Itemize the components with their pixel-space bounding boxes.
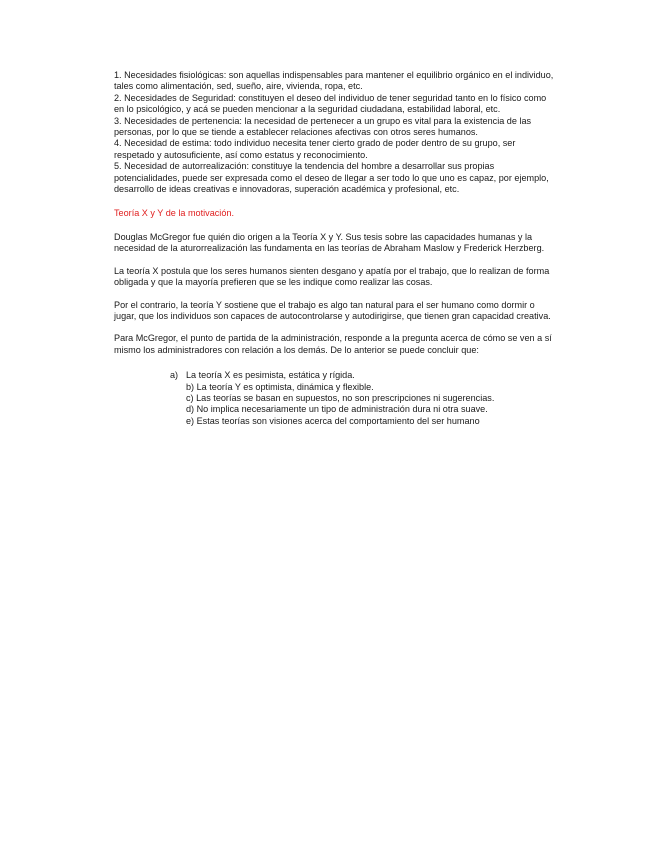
need-esteem: 4. Necesidad de estima: todo individuo necesita tener cierto grado de poder dentro de su grupo, ser respetado y autosuficiente, así como estatus y reconocimiento. xyxy=(114,138,516,160)
option-a-text: La teoría X es pesimista, estática y rígida. xyxy=(186,370,355,381)
option-e: e) Estas teorías son visiones acerca del comportamiento del ser humano xyxy=(186,415,480,426)
need-security: 2. Necesidades de Seguridad: constituyen el deseo del individuo de tener seguridad tanto en lo físico como en lo psicológico, y acá se pueden mencionar a la seguridad ciudadana, estabilidad laboral, etc. xyxy=(114,92,547,115)
option-a-marker: a) xyxy=(170,370,179,381)
paragraph-theory-y: Por el contrario, la teoría Y sostiene que el trabajo es algo tan natural para el ser humano como dormir o jugar, que los individuos son capaces de autocontrolarse y autodirigirse, que tienen gran capacidad creativa. xyxy=(114,299,551,321)
option-b: b) La teoría Y es optimista, dinámica y flexible. xyxy=(186,381,374,392)
need-physiological: 1. Necesidades fisiológicas: son aquellas indispensables para mantener el equilibrio orgánico en el individuo, tales como alimentación, sed, sueño, aire, vivienda, ropa, etc. xyxy=(114,70,554,92)
needs-list xyxy=(114,70,554,195)
need-belonging: 3. Necesidades de pertenencia: la necesidad de pertenecer a un grupo es vital para la existencia de las personas, por lo que se tiende a establecer relaciones afectivas con otros seres humanos. xyxy=(114,115,532,138)
need-self-realization: 5. Necesidad de autorrealización: constituye la tendencia del hombre a desarrollar sus propias potencialidades, puede ser expresada como el deseo de llegar a ser todo lo que uno es capaz, por ejemplo, desarrollo de ideas creativas e innovadoras, superación académica y profesional, etc. xyxy=(114,161,549,195)
conclusion-options xyxy=(114,370,554,427)
option-a xyxy=(171,370,554,381)
section-heading: Teoría X y Y de la motivación. xyxy=(114,208,234,219)
option-c: c) Las teorías se basan en supuestos, no son prescripciones ni sugerencias. xyxy=(186,392,495,403)
paragraph-mcgregor-origin: Douglas McGregor fue quién dio origen a la Teoría X y Y. Sus tesis sobre las capacidades humanas y la necesidad de la aturorrealización las fundamenta en las teorías de Abraham Maslow y Frederick Herzberg. xyxy=(114,231,545,254)
paragraph-conclusion: Para McGregor, el punto de partida de la administración, responde a la pregunta acerca de cómo se ven a sí mismo los administradores con relación a los demás. De lo anterior se puede concluir que: xyxy=(114,333,552,355)
document-page xyxy=(114,70,554,427)
option-d: d) No implica necesariamente un tipo de administración dura ni otra suave. xyxy=(186,404,488,415)
paragraph-theory-x: La teoría X postula que los seres humanos sienten desgano y apatía por el trabajo, que lo realizan de forma obligada y que la mayoría prefieren que se les indique como realizar las cosas. xyxy=(114,265,550,288)
